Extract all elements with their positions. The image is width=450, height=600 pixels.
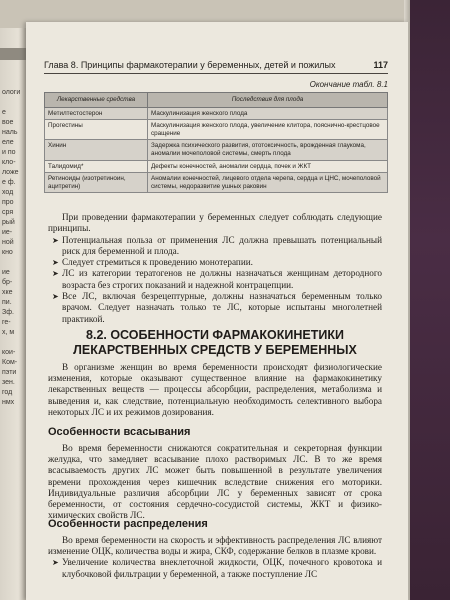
table-row <box>45 140 388 160</box>
distribution-body <box>48 535 382 580</box>
absorption-body <box>48 443 382 521</box>
teratogen-table <box>44 92 388 193</box>
table-row <box>45 173 388 193</box>
absorption-heading: Особенности всасывания <box>48 426 191 438</box>
chapter-title: Глава 8. Принципы фармакотерапии у беременных, детей и пожилых <box>44 60 336 70</box>
bullet-arrow-icon: ➤ <box>52 292 59 302</box>
distribution-list <box>48 557 382 579</box>
list-item <box>48 257 382 268</box>
adjacent-page-text: ологи е воe наль еле и по кло- ложе е ф. ход про сря рый ие- ной кно ие бр- хке пи. Зф. ге- х, м кои- Ком- пэти зен. год нмх <box>2 89 21 406</box>
list-item-text: Все ЛС, включая безрецептурные, должны назначаться беременным только врачом. Следует назначать только те ЛС, которые испытаны многолетней практикой. <box>62 291 382 324</box>
adjacent-page-header-strip <box>0 48 26 60</box>
drug-cell: Прогестины <box>45 120 148 140</box>
bullet-arrow-icon: ➤ <box>52 269 59 279</box>
list-item-text: Увеличение количества внеклеточной жидкости, ОЦК, почечного кровотока и клубочковой фильтрации у беременной, а также поступление ЛС <box>62 557 382 579</box>
absorption-paragraph: Во время беременности снижаются сократительная и секреторная функции желудка, что замедляет всасывание плохо растворимых ЛС. В то же время всасываемость других ЛС может быть повышенной в результате увеличения времени прохождения через кишечник вследствие снижения его моторики. Индивидуальные различия абсорбции ЛС у беременных зависят от срока беременности, от состояния сердечно-сосудистой системы, ЖКТ и физико-химических свойств ЛС. <box>48 443 382 521</box>
drug-cell: Хинин <box>45 140 148 160</box>
adjacent-page-edge <box>0 28 26 600</box>
list-item <box>48 268 382 291</box>
drug-cell: Ретиноиды (изотретиноин, ацитретин) <box>45 173 148 193</box>
book-page <box>26 22 408 600</box>
drug-cell: Талидомид* <box>45 160 148 173</box>
principles-list <box>48 235 382 325</box>
table-row <box>45 120 388 140</box>
section-heading: 8.2. ОСОБЕННОСТИ ФАРМАКОКИНЕТИКИ ЛЕКАРСТВЕННЫХ СРЕДСТВ У БЕРЕМЕННЫХ <box>73 328 357 357</box>
page-number: 117 <box>373 60 388 70</box>
effect-cell: Аномалии конечностей, лицевого отдела черепа, сердца и ЦНС, мочеполовой системы, недоразвитие ушных раковин <box>148 173 388 193</box>
table-row <box>45 107 388 120</box>
list-item <box>48 235 382 258</box>
bullet-arrow-icon: ➤ <box>52 258 59 268</box>
section-intro <box>48 362 382 418</box>
section-paragraph: В организме женщин во время беременности происходят физиологические изменения, которые оказывают существенное влияние на фармакокинетику лекарственных веществ — процессы абсорбции, распределения, метаболизма и выведения и, как следствие, потенциальную необходимость селективного выбора некоторых ЛС и их режимов дозирования. <box>48 362 382 417</box>
effect-cell: Маскулинизация женского плода <box>148 107 388 120</box>
effect-cell: Маскулинизация женского плода, увеличение клитора, пояснично-крестцовое сращение <box>148 120 388 140</box>
bullet-arrow-icon: ➤ <box>52 235 59 245</box>
table-header-drug: Лекарственные средства <box>45 93 148 108</box>
intro-paragraph: При проведении фармакотерапии у беременных следует соблюдать следующие принципы. <box>48 212 382 234</box>
drug-cell: Метилтестостерон <box>45 107 148 120</box>
bullet-arrow-icon: ➤ <box>52 558 59 568</box>
list-item-text: ЛС из категории тератогенов не должны назначаться женщинам детородного возраста без строгих показаний и надежной контрацепции. <box>62 268 382 290</box>
effect-cell: Задержка психического развития, ототоксичность, врожденная глаукома, аномалии мочеполовой системы, смерть плода <box>148 140 388 160</box>
effect-cell: Дефекты конечностей, аномалии сердца, почек и ЖКТ <box>148 160 388 173</box>
list-item <box>48 291 382 325</box>
table-row <box>45 160 388 173</box>
list-item <box>48 557 382 579</box>
running-header <box>44 60 388 74</box>
distribution-heading: Особенности распределения <box>48 518 208 530</box>
table-header-effect: Последствия для плода <box>148 93 388 108</box>
list-item-text: Потенциальная польза от применения ЛС должна превышать потенциальный риск для беременной и плода. <box>62 234 382 256</box>
distribution-paragraph: Во время беременности на скорость и эффективность распределения ЛС влияют изменение ОЦК, количества воды и жира, СКФ, содержание белков в плазме крови. <box>48 535 382 557</box>
table-caption: Окончание табл. 8.1 <box>309 80 388 89</box>
list-item-text: Следует стремиться к проведению монотерапии. <box>62 257 253 268</box>
principles-block <box>48 212 382 325</box>
book-cover-edge <box>410 0 450 600</box>
